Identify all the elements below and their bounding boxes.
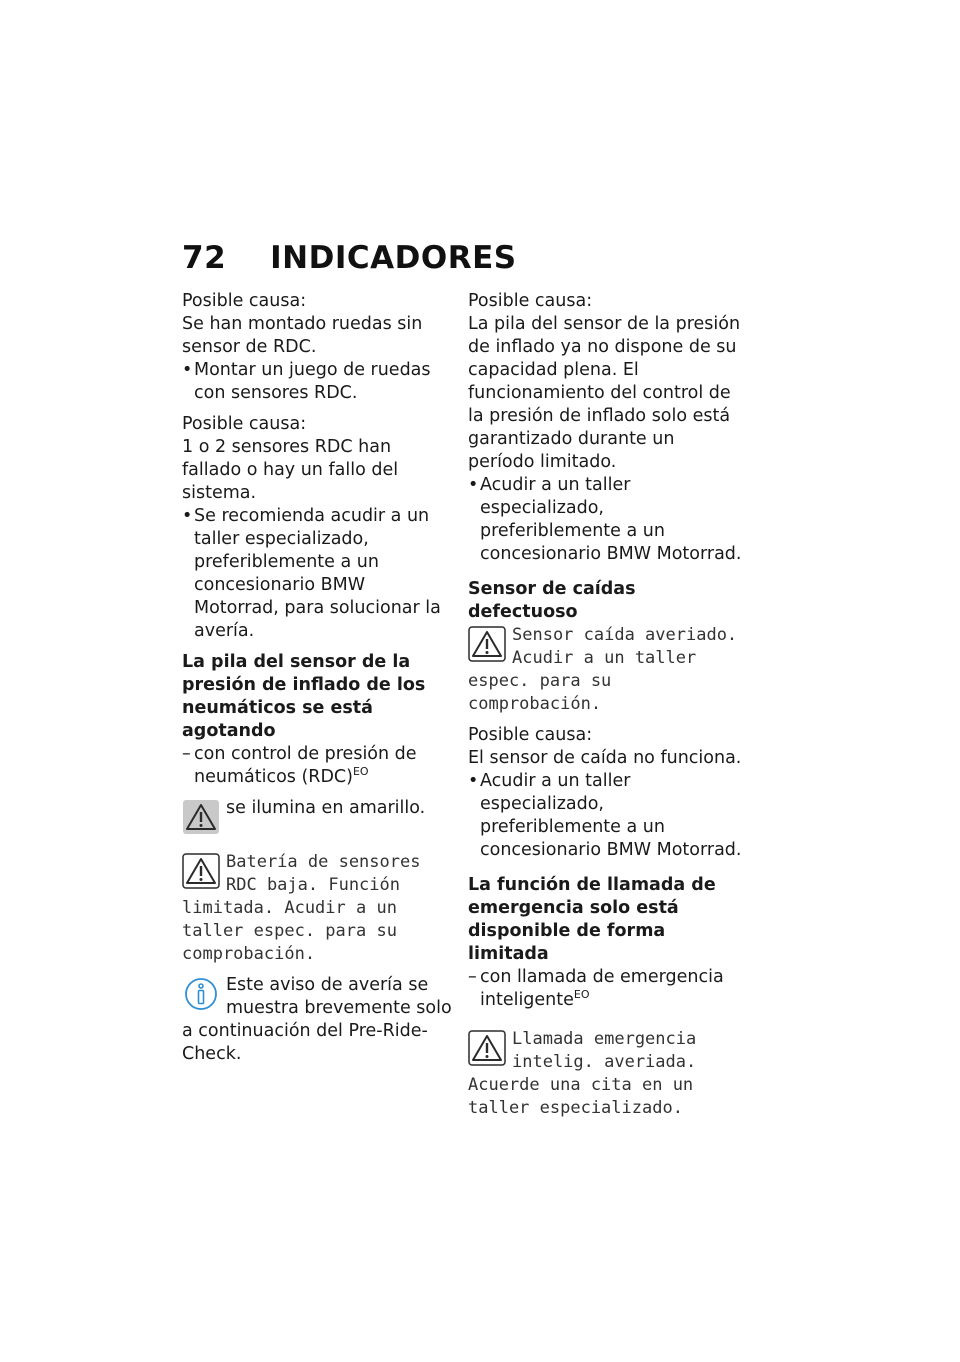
section-heading: La pila del sensor de la presión de inflado de los neumáticos se está agotando	[182, 652, 426, 741]
info-block	[182, 974, 452, 1066]
right-column	[468, 290, 743, 1120]
info-icon	[182, 976, 220, 1012]
page-header	[182, 240, 517, 276]
cause-label: Posible causa:	[182, 291, 307, 311]
cause-label: Posible causa:	[468, 725, 593, 745]
dash-item	[182, 743, 452, 789]
cause-text: Se han montado ruedas sin sensor de RDC.	[182, 314, 423, 357]
bullet-item: • Se recomienda acudir a un taller especializado, preferiblemente a un concesionario BMW Motorrad, para solucionar la avería.	[182, 505, 452, 643]
display-message: Llamada emergencia intelig. averiada. Acuerde una cita en un taller especializado.	[468, 1029, 697, 1118]
page-title: INDICADORES	[270, 240, 517, 276]
display-message-block	[468, 1028, 743, 1120]
warning-triangle-outline-icon	[468, 626, 506, 662]
indicator-text: se ilumina en amarillo.	[226, 798, 426, 818]
warning-triangle-outline-icon	[182, 853, 220, 889]
bullet-item: • Acudir a un taller especializado, preferiblemente a un concesionario BMW Motorrad.	[468, 770, 743, 862]
dash-item-text: con llamada de emergencia inteligente	[480, 967, 724, 1010]
info-text: Este aviso de avería se muestra brevemente solo a continuación del Pre-Ride-Check.	[182, 975, 452, 1064]
cause-label: Posible causa:	[182, 414, 307, 434]
dash-item-text: con control de presión de neumáticos (RDC)	[194, 744, 417, 787]
warning-triangle-filled-icon	[182, 799, 220, 835]
display-message: Sensor caída averiado. Acudir a un taller espec. para su comprobación.	[468, 625, 738, 714]
cause-text: La pila del sensor de la presión de inflado ya no dispone de su capacidad plena. El funcionamiento del control de la presión de inflado solo está garantizado durante un período limitado.	[468, 314, 741, 472]
dash-item	[468, 966, 743, 1012]
display-message-block	[468, 624, 743, 716]
equipment-sup: EO	[352, 765, 369, 778]
bullet-item: • Acudir a un taller especializado, preferiblemente a un concesionario BMW Motorrad.	[468, 474, 743, 566]
equipment-sup: EO	[573, 988, 590, 1001]
display-message-block	[182, 851, 452, 966]
section-heading: Sensor de caídas defectuoso	[468, 579, 636, 622]
warning-triangle-outline-icon	[468, 1030, 506, 1066]
bullet-item: • Montar un juego de ruedas con sensores RDC.	[182, 359, 452, 405]
cause-label: Posible causa:	[468, 291, 593, 311]
page-number: 72	[182, 240, 227, 276]
section-heading: La función de llamada de emergencia solo está disponible de forma limitada	[468, 875, 716, 964]
left-column	[182, 290, 452, 1066]
cause-text: 1 o 2 sensores RDC han fallado o hay un fallo del sistema.	[182, 437, 399, 503]
cause-text: El sensor de caída no funciona.	[468, 748, 742, 768]
indicator-row	[182, 797, 452, 835]
display-message: Batería de sensores RDC baja. Función limitada. Acudir a un taller espec. para su comprobación.	[182, 852, 421, 964]
